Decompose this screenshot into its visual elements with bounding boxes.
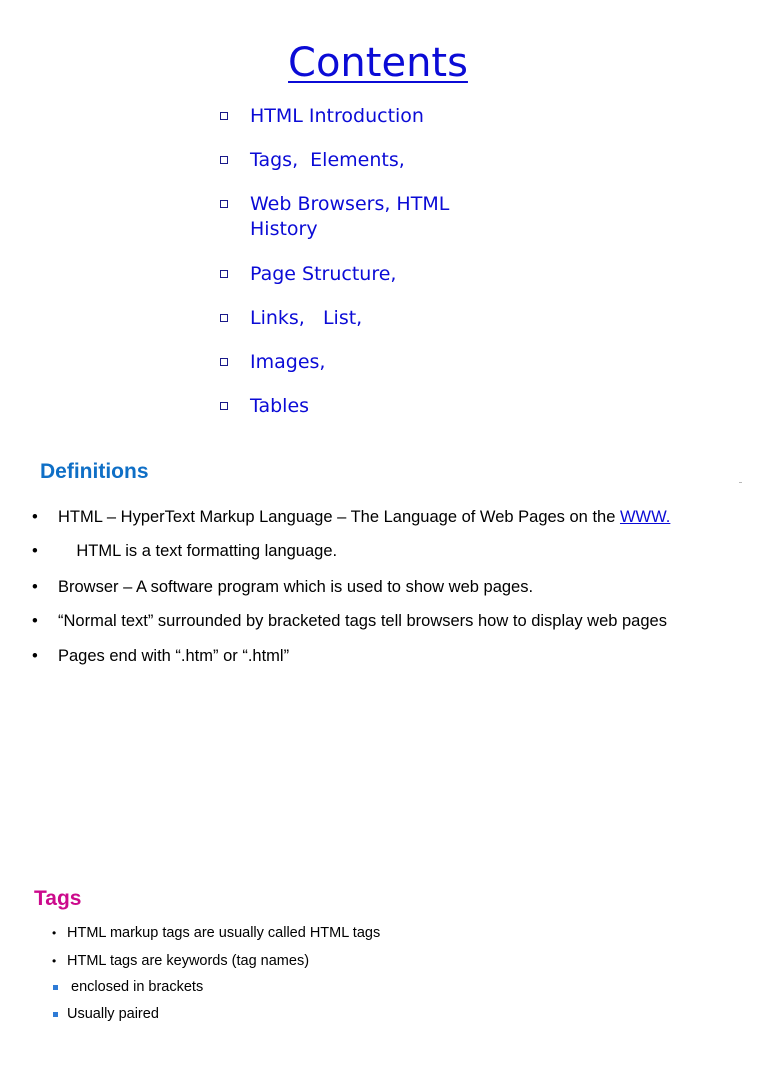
definition-text <box>58 504 670 530</box>
round-bullet-icon: • <box>32 612 38 630</box>
round-bullet-icon: • <box>52 926 57 940</box>
filled-square-bullet-icon <box>53 1012 58 1017</box>
definitions-heading: Definitions <box>40 460 149 483</box>
tag-text: Usually paired <box>67 1006 159 1022</box>
round-bullet-icon: • <box>32 578 38 596</box>
tag-text: HTML tags are keywords (tag names) <box>67 953 310 969</box>
contents-item <box>220 262 520 287</box>
contents-item <box>220 306 520 331</box>
hollow-square-bullet-icon <box>220 402 228 410</box>
tags-heading: Tags <box>34 887 82 910</box>
contents-item-label: Tags, Elements, <box>250 149 405 171</box>
round-bullet-icon: • <box>32 542 38 560</box>
contents-title: Contents <box>288 40 468 86</box>
contents-item-label: Page Structure, <box>250 263 397 285</box>
filled-square-bullet-icon <box>53 985 58 990</box>
tag-text: enclosed in brackets <box>67 979 204 995</box>
definition-text: Pages end with “.htm” or “.html” <box>58 647 290 665</box>
hollow-square-bullet-icon <box>220 156 228 164</box>
hollow-square-bullet-icon <box>220 314 228 322</box>
contents-item <box>220 192 520 242</box>
definition-text-part: HTML – HyperText Markup Language – The Language of Web Pages on the <box>58 508 620 526</box>
definition-item <box>32 643 752 747</box>
round-bullet-icon: • <box>52 954 57 968</box>
definition-text: HTML is a text formatting language. <box>58 542 338 560</box>
contents-item <box>220 148 520 173</box>
hollow-square-bullet-icon <box>220 358 228 366</box>
definition-text: “Normal text” surrounded by bracketed tags tell browsers how to display web pages <box>58 612 667 630</box>
round-bullet-icon: • <box>32 647 38 665</box>
definition-text: Browser – A software program which is used to show web pages. <box>58 578 534 596</box>
contents-item-label: Web Browsers, HTML History <box>250 193 450 240</box>
tag-item <box>50 1003 550 1091</box>
contents-item-label: Links, List, <box>250 307 363 329</box>
hollow-square-bullet-icon <box>220 112 228 120</box>
contents-item <box>220 350 520 375</box>
hollow-square-bullet-icon <box>220 200 228 208</box>
tag-text: HTML markup tags are usually called HTML tags <box>67 925 381 941</box>
contents-item <box>220 394 520 419</box>
hollow-square-bullet-icon <box>220 270 228 278</box>
corner-mark <box>739 482 742 483</box>
contents-item-label: HTML Introduction <box>250 105 424 127</box>
contents-item-label: Images, <box>250 351 326 373</box>
contents-item <box>220 104 520 129</box>
round-bullet-icon: • <box>32 508 38 526</box>
www-link[interactable]: WWW. <box>619 508 671 526</box>
contents-item-label: Tables <box>250 395 310 417</box>
